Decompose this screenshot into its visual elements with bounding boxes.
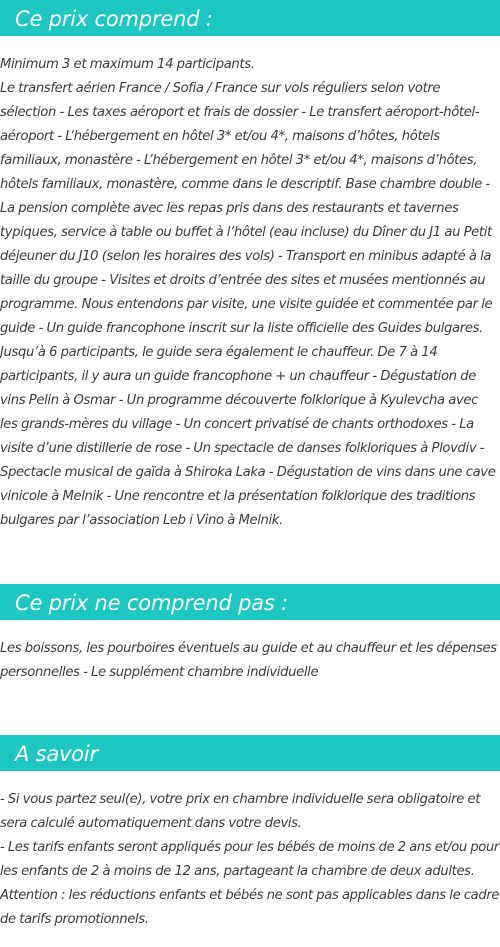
text-line: Spectacle musical de gaïda à Shiroka Laka - Dégustation de vins dans une cave — [0, 465, 496, 480]
good-to-know-banner — [0, 735, 500, 771]
text-line: Minimum 3 et maximum 14 participants. — [0, 57, 255, 72]
price-excludes-banner — [0, 584, 500, 620]
text-line: aéroport - L’hébergement en hôtel 3* et/ou 4*, maisons d’hôtes, hôtels — [0, 129, 440, 144]
text-line: typiques, service à table ou buffet à l’hôtel (eau incluse) du Dîner du J1 au Petit — [0, 225, 492, 240]
text-line: de tarifs promotionnels. — [0, 912, 149, 927]
price-excludes-text — [0, 637, 500, 685]
text-line: visite d’une distillerie de rose - Un spectacle de danses folkloriques à Plovdiv - — [0, 441, 485, 456]
text-line: Jusqu’à 6 participants, le guide sera également le chauffeur. De 7 à 14 — [0, 345, 438, 360]
text-line: bulgares par l’association Leb i Vino à Melnik. — [0, 513, 283, 528]
text-line: personnelles - Le supplément chambre individuelle — [0, 665, 319, 680]
price-includes-title: Ce prix comprend : — [15, 6, 213, 31]
price-excludes-title: Ce prix ne comprend pas : — [15, 590, 289, 615]
text-line: participants, il y aura un guide francophone + un chauffeur - Dégustation de — [0, 369, 476, 384]
text-line: déjeuner du J10 (selon les horaires des vols) - Transport en minibus adapté à la — [0, 249, 492, 264]
text-line: taille du groupe - Visites et droits d’entrée des sites et musées mentionnés au — [0, 273, 486, 288]
price-excludes-section — [0, 584, 500, 685]
text-line: les enfants de 2 à moins de 12 ans, partageant la chambre de deux adultes. — [0, 864, 475, 879]
good-to-know-section — [0, 735, 500, 932]
text-line: les grands-mères du village - Un concert privatisé de chants orthodoxes - La — [0, 417, 474, 432]
text-line: hôtels familiaux, monastère, comme dans le descriptif. Base chambre double - — [0, 177, 490, 192]
text-line: - Les tarifs enfants seront appliqués pour les bébés de moins de 2 ans et/ou pour — [0, 840, 499, 855]
text-line: programme. Nous entendons par visite, une visite guidée et commentée par le — [0, 297, 493, 312]
text-line: guide - Un guide francophone inscrit sur la liste officielle des Guides bulgares. — [0, 321, 483, 336]
text-line: sera calculé automatiquement dans votre devis. — [0, 816, 302, 831]
text-line: vins Pelin à Osmar - Un programme découverte folklorique à Kyulevcha avec — [0, 393, 479, 408]
text-line: familiaux, monastère - L’hébergement en hôtel 3* et/ou 4*, maisons d’hôtes, — [0, 153, 478, 168]
text-line: sélection - Les taxes aéroport et frais de dossier - Le transfert aéroport-hôtel- — [0, 105, 480, 120]
price-includes-text — [0, 53, 500, 533]
text-line: Le transfert aérien France / Sofia / France sur vols réguliers selon votre — [0, 81, 441, 96]
text-line: La pension complète avec les repas pris dans des restaurants et tavernes — [0, 201, 459, 216]
text-line: Les boissons, les pourboires éventuels au guide et au chauffeur et les dépenses — [0, 641, 497, 656]
good-to-know-title: A savoir — [15, 741, 98, 766]
good-to-know-text — [0, 788, 500, 932]
text-line: - Si vous partez seul(e), votre prix en chambre individuelle sera obligatoire et — [0, 792, 481, 807]
price-includes-banner — [0, 0, 500, 36]
text-line: Attention : les réductions enfants et bébés ne sont pas applicables dans le cadre — [0, 888, 500, 903]
text-line: vinicole à Melnik - Une rencontre et la présentation folklorique des traditions — [0, 489, 476, 504]
